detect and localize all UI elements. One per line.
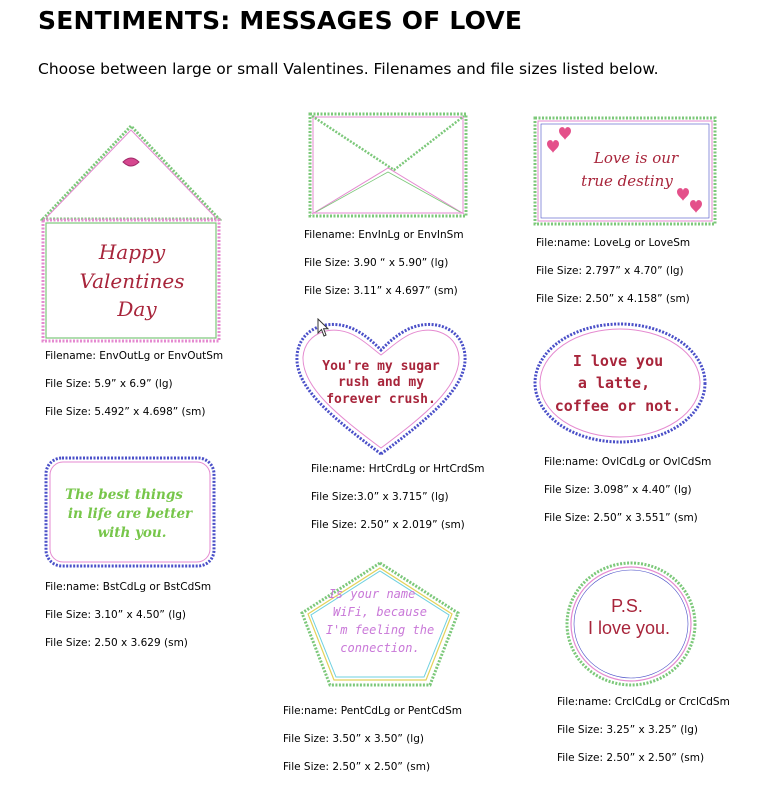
embroidery-line: with you.: [97, 525, 167, 541]
size-small-label: File Size: 2.50” x 4.158” (sm): [536, 293, 690, 305]
size-large-label: File Size: 3.10” x 4.50” (lg): [45, 609, 186, 621]
page-title: SENTIMENTS: MESSAGES OF LOVE: [38, 6, 523, 35]
oval-card-design: [532, 321, 708, 445]
embroidery-line: I'm feeling the: [325, 623, 435, 637]
size-small-label: File Size: 3.11” x 4.697” (sm): [304, 285, 458, 297]
circle-card-design: [563, 560, 699, 688]
envelope-outside-design: [40, 122, 222, 344]
embroidery-line: Day: [117, 297, 157, 321]
size-small-label: File Size: 5.492” x 4.698” (sm): [45, 406, 206, 418]
embroidery-line: a latte,: [577, 374, 651, 392]
heart-card-design: [293, 318, 469, 458]
filename-label: File:name: BstCdLg or BstCdSm: [45, 581, 212, 593]
embroidery-line: You're my sugar: [322, 359, 440, 374]
embroidery-line: I love you: [572, 352, 664, 370]
love-destiny-design: [533, 116, 717, 226]
size-small-label: File Size: 2.50” x 2.50” (sm): [283, 761, 431, 773]
mouse-cursor-icon: [317, 318, 331, 338]
embroidery-line: P.S.: [611, 596, 643, 616]
size-large-label: File Size: 2.797” x 4.70” (lg): [536, 265, 684, 277]
size-small-label: File Size: 2.50” x 2.019” (sm): [311, 519, 465, 531]
embroidery-line: WiFi, because: [333, 605, 427, 619]
embroidery-line: rush and my: [337, 375, 425, 390]
filename-label: Filename: EnvInLg or EnvInSm: [304, 229, 464, 241]
embroidery-line: Valentines: [79, 269, 185, 293]
size-small-label: File Size: 2.50” x 2.50” (sm): [557, 752, 705, 764]
size-small-label: File Size: 2.50 x 3.629 (sm): [45, 637, 188, 649]
embroidery-line: connection.: [340, 641, 420, 655]
embroidery-line: Happy: [98, 240, 166, 264]
embroidery-line: true destiny: [581, 172, 673, 190]
filename-label: File:name: HrtCrdLg or HrtCrdSm: [311, 463, 485, 475]
embroidery-line: I love you.: [587, 618, 671, 638]
filename-label: File:name: PentCdLg or PentCdSm: [283, 705, 462, 717]
page-subtitle: Choose between large or small Valentines. Filenames and file sizes listed below.: [38, 60, 659, 78]
size-small-label: File Size: 2.50” x 3.551” (sm): [544, 512, 698, 524]
size-large-label: File Size: 3.25” x 3.25” (lg): [557, 724, 698, 736]
embroidery-line: in life are better: [67, 506, 193, 522]
filename-label: Filename: EnvOutLg or EnvOutSm: [45, 350, 224, 362]
best-things-card-design: [44, 456, 216, 568]
filename-label: File:name: OvlCdLg or OvlCdSm: [544, 456, 712, 468]
filename-label: File:name: CrclCdLg or CrclCdSm: [557, 696, 730, 708]
size-large-label: File Size: 3.90 “ x 5.90” (lg): [304, 257, 449, 269]
envelope-inside-design: [308, 112, 468, 218]
size-large-label: File Size: 3.098” x 4.40” (lg): [544, 484, 692, 496]
embroidery-line: Is your name: [328, 587, 416, 601]
size-large-label: File Size:3.0” x 3.715” (lg): [311, 491, 449, 503]
embroidery-line: Love is our: [593, 149, 679, 167]
size-large-label: File Size: 5.9” x 6.9” (lg): [45, 378, 173, 390]
embroidery-line: forever crush.: [326, 392, 436, 407]
filename-label: File:name: LoveLg or LoveSm: [536, 237, 691, 249]
embroidery-line: coffee or not.: [554, 397, 682, 415]
size-large-label: File Size: 3.50” x 3.50” (lg): [283, 733, 424, 745]
pentagon-card-design: [298, 559, 462, 689]
embroidery-line: The best things: [65, 487, 183, 503]
